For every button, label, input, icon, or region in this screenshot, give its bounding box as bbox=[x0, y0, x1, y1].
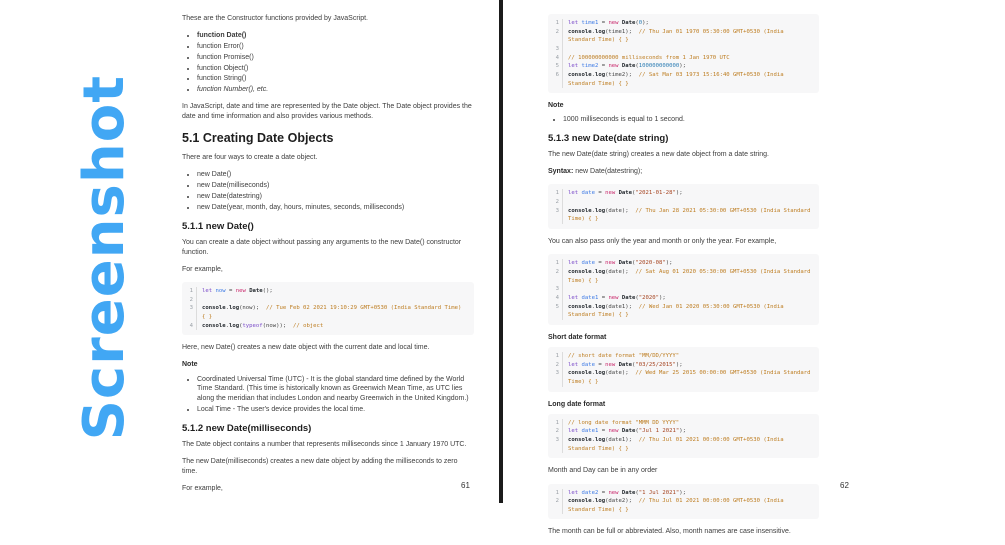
any-order-paragraph: Month and Day can be in any order bbox=[548, 467, 658, 475]
note-list bbox=[182, 375, 474, 415]
date-creation-ways-list bbox=[182, 170, 474, 212]
code-line: 1 // short date format "MM/DD/YYYY" bbox=[552, 352, 811, 361]
code-line: 2 let date = new Date("03/25/2015"); bbox=[552, 361, 811, 370]
code-block-milliseconds bbox=[548, 14, 819, 93]
list-item: • function String() bbox=[197, 74, 474, 84]
code-line: 2 console.log(date); // Sat Aug 01 2020 05:30:00 GMT+0530 (India Standard Time) { } bbox=[552, 268, 811, 285]
code-line bbox=[552, 285, 811, 294]
syntax-label: Syntax: bbox=[548, 168, 574, 176]
line-number: 3 bbox=[552, 285, 563, 294]
code-line: 3 console.log(now); // Tue Feb 02 2021 19:10:29 GMT+0530 (India Standard Time) { } bbox=[186, 304, 466, 321]
list-item: • function Error() bbox=[197, 42, 474, 52]
line-number: 1 bbox=[552, 19, 563, 28]
constructor-functions-list bbox=[182, 31, 474, 95]
line-number: 1 bbox=[552, 419, 563, 428]
line-number: 1 bbox=[552, 259, 563, 268]
subheading-milliseconds: 5.1.2 new Date(milliseconds) bbox=[182, 422, 312, 434]
watermark-text: Screenshot bbox=[71, 75, 137, 441]
code-line: 1 let date2 = new Date("1 Jul 2021"); bbox=[552, 489, 811, 498]
line-number: 3 bbox=[552, 436, 563, 453]
list-item: • 1000 milliseconds is equal to 1 second. bbox=[563, 115, 819, 125]
code-block-long-format bbox=[548, 414, 819, 459]
list-item: • function Number(), etc. bbox=[197, 85, 474, 95]
line-number: 5 bbox=[552, 303, 563, 320]
line-number: 1 bbox=[552, 489, 563, 498]
list-item: • function Promise() bbox=[197, 53, 474, 63]
datestring-paragraph: The new Date(date string) creates a new date object from a date string. bbox=[548, 151, 770, 159]
list-item: • new Date(year, month, day, hours, minutes, seconds, milliseconds) bbox=[197, 203, 474, 213]
line-number: 2 bbox=[552, 28, 563, 45]
code-block-any-order bbox=[548, 484, 819, 520]
line-number: 2 bbox=[552, 361, 563, 370]
here-paragraph: Here, new Date() creates a new date object with the current date and local time. bbox=[182, 344, 430, 352]
note-label: Note bbox=[548, 102, 564, 110]
code-line: 1 let date = new Date("2021-01-28"); bbox=[552, 189, 811, 198]
code-line: 4 console.log(typeof(now)); // object bbox=[186, 322, 466, 331]
code-line bbox=[186, 296, 466, 305]
case-insensitive-paragraph: The month can be full or abbreviated. Also, month names are case insensitive. bbox=[548, 528, 791, 536]
list-item: • Coordinated Universal Time (UTC) - It is the global standard time defined by the World Time Standard. (This time is historically known as Greenwich Mean Time, as UTC lies along the meridian that includes London and nearby Greenwich in the United Kingdom.) bbox=[197, 375, 474, 404]
page-number-right: 62 bbox=[840, 481, 849, 490]
code-line: 1 let date = new Date("2020-08"); bbox=[552, 259, 811, 268]
short-date-format-label: Short date format bbox=[548, 333, 607, 341]
code-line: 1 // long date format "MMM DD YYYY" bbox=[552, 419, 811, 428]
line-number: 3 bbox=[552, 45, 563, 54]
code-line: 1 let now = new Date(); bbox=[186, 287, 466, 296]
code-line: 3 console.log(date); // Wed Mar 25 2015 00:00:00 GMT+0530 (India Standard Time) { } bbox=[552, 369, 811, 386]
syntax-line bbox=[548, 167, 819, 177]
line-number: 3 bbox=[552, 369, 563, 386]
syntax-code: new Date(datestring); bbox=[573, 168, 643, 176]
page-divider bbox=[499, 0, 503, 503]
code-line: 1 let time1 = new Date(0); bbox=[552, 19, 811, 28]
year-month-paragraph: You can also pass only the year and month or only the year. For example, bbox=[548, 238, 777, 246]
line-number: 2 bbox=[186, 296, 197, 305]
line-number: 3 bbox=[552, 207, 563, 224]
list-item: • function Date() bbox=[197, 31, 474, 41]
right-page bbox=[548, 0, 819, 545]
subheading-date-string: 5.1.3 new Date(date string) bbox=[548, 133, 669, 145]
new-date-paragraph: You can create a date object without passing any arguments to the new Date() constructor function. bbox=[182, 238, 462, 256]
list-item: • new Date(milliseconds) bbox=[197, 181, 474, 191]
code-line: 3 console.log(date); // Thu Jan 28 2021 05:30:00 GMT+0530 (India Standard Time) { } bbox=[552, 207, 811, 224]
code-line: 2 let date1 = new Date("Jul 1 2021"); bbox=[552, 427, 811, 436]
list-item: • new Date(datestring) bbox=[197, 192, 474, 202]
code-line: 3 console.log(date1); // Thu Jul 01 2021 00:00:00 GMT+0530 (India Standard Time) { } bbox=[552, 436, 811, 453]
left-page bbox=[182, 0, 474, 501]
note-label: Note bbox=[182, 361, 198, 369]
ms-paragraph-1: The Date object contains a number that represents milliseconds since 1 January 1970 UTC. bbox=[182, 440, 467, 448]
line-number: 6 bbox=[552, 71, 563, 88]
line-number: 2 bbox=[552, 497, 563, 514]
line-number: 3 bbox=[186, 304, 197, 321]
for-example-paragraph: For example, bbox=[182, 265, 223, 273]
line-number: 1 bbox=[552, 189, 563, 198]
code-block-new-date bbox=[182, 282, 474, 335]
code-line: 4 let date1 = new Date("2020"); bbox=[552, 294, 811, 303]
list-item: • function Object() bbox=[197, 64, 474, 74]
four-ways-paragraph: There are four ways to create a date object. bbox=[182, 154, 318, 162]
code-line: 2 console.log(time1); // Thu Jan 01 1970 05:30:00 GMT+0530 (India Standard Time) { } bbox=[552, 28, 811, 45]
note-list bbox=[548, 115, 819, 125]
code-line: 6 console.log(time2); // Sat Mar 03 1973 15:16:40 GMT+0530 (India Standard Time) { } bbox=[552, 71, 811, 88]
list-item: • Local Time - The user's device provides the local time. bbox=[197, 405, 474, 415]
subheading-new-date: 5.1.1 new Date() bbox=[182, 220, 254, 232]
line-number: 2 bbox=[552, 427, 563, 436]
ms-paragraph-2: The new Date(milliseconds) creates a new date object by adding the milliseconds to zero time. bbox=[182, 457, 458, 475]
code-line bbox=[552, 198, 811, 207]
date-object-paragraph: In JavaScript, date and time are represented by the Date object. The Date object provides the date and time information and also provides various methods. bbox=[182, 102, 472, 121]
line-number: 4 bbox=[552, 54, 563, 63]
intro-paragraph: These are the Constructor functions provided by JavaScript. bbox=[182, 15, 368, 22]
line-number: 5 bbox=[552, 62, 563, 71]
line-number: 2 bbox=[552, 198, 563, 207]
for-example-paragraph: For example, bbox=[182, 485, 223, 493]
line-number: 4 bbox=[186, 322, 197, 331]
long-date-format-label: Long date format bbox=[548, 400, 606, 408]
line-number: 2 bbox=[552, 268, 563, 285]
code-line bbox=[552, 45, 811, 54]
section-heading-creating-date-objects: 5.1 Creating Date Objects bbox=[182, 131, 334, 146]
code-block-year-month bbox=[548, 254, 819, 325]
list-item: • new Date() bbox=[197, 170, 474, 180]
code-block-datestring bbox=[548, 184, 819, 229]
line-number: 1 bbox=[552, 352, 563, 361]
code-line: 5 let time2 = new Date(100000000000); bbox=[552, 62, 811, 71]
watermark bbox=[44, 76, 164, 440]
page-number-left: 61 bbox=[461, 481, 470, 490]
line-number: 4 bbox=[552, 294, 563, 303]
code-line: 4 // 100000000000 milliseconds from 1 Jan 1970 UTC bbox=[552, 54, 811, 63]
code-block-short-format bbox=[548, 347, 819, 392]
code-line: 5 console.log(date1); // Wed Jan 01 2020 05:30:00 GMT+0530 (India Standard Time) { } bbox=[552, 303, 811, 320]
line-number: 1 bbox=[186, 287, 197, 296]
code-line: 2 console.log(date2); // Thu Jul 01 2021 00:00:00 GMT+0530 (India Standard Time) { } bbox=[552, 497, 811, 514]
